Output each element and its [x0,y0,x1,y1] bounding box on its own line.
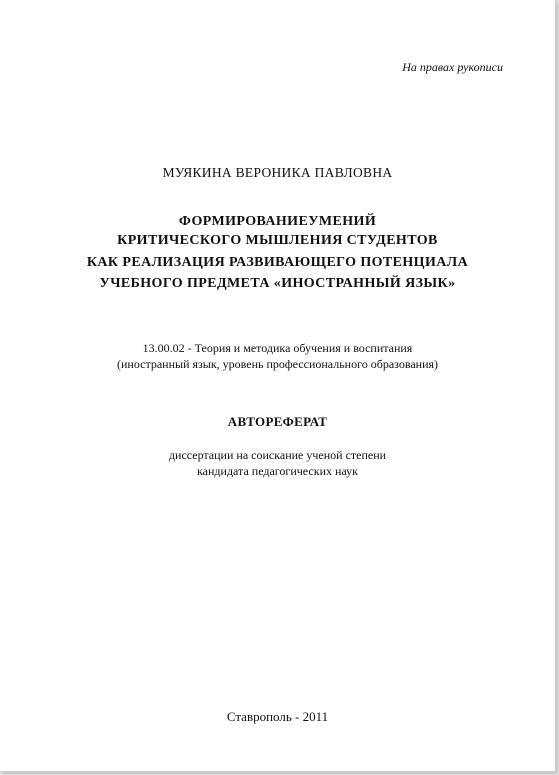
specialty-code-line: 13.00.02 - Теория и методика обучения и воспитания [142,341,413,355]
degree-line-1: диссертации на соискание ученой степени [168,448,387,462]
author-name: МУЯКИНА ВЕРОНИКА ПАВЛОВНА [162,165,393,180]
title-line-3: КАК РЕАЛИЗАЦИЯ РАЗВИВАЮЩЕГО ПОТЕНЦИАЛА [86,255,469,270]
manuscript-note: На правах рукописи [402,60,503,74]
degree-line-2: кандидата педагогических наук [197,464,358,478]
place-year: Ставрополь - 2011 [226,709,329,724]
title-line-2: КРИТИЧЕСКОГО МЫШЛЕНИЯ СТУДЕНТОВ [117,233,438,248]
document-type: АВТОРЕФЕРАТ [227,414,328,429]
title-line-1: ФОРМИРОВАНИЕУМЕНИЙ [178,214,377,229]
title-line-4: УЧЕБНОГО ПРЕДМЕТА «ИНОСТРАННЫЙ ЯЗЫК» [99,276,456,291]
specialty-detail-line: (иностранный язык, уровень профессионального образования) [116,357,439,371]
